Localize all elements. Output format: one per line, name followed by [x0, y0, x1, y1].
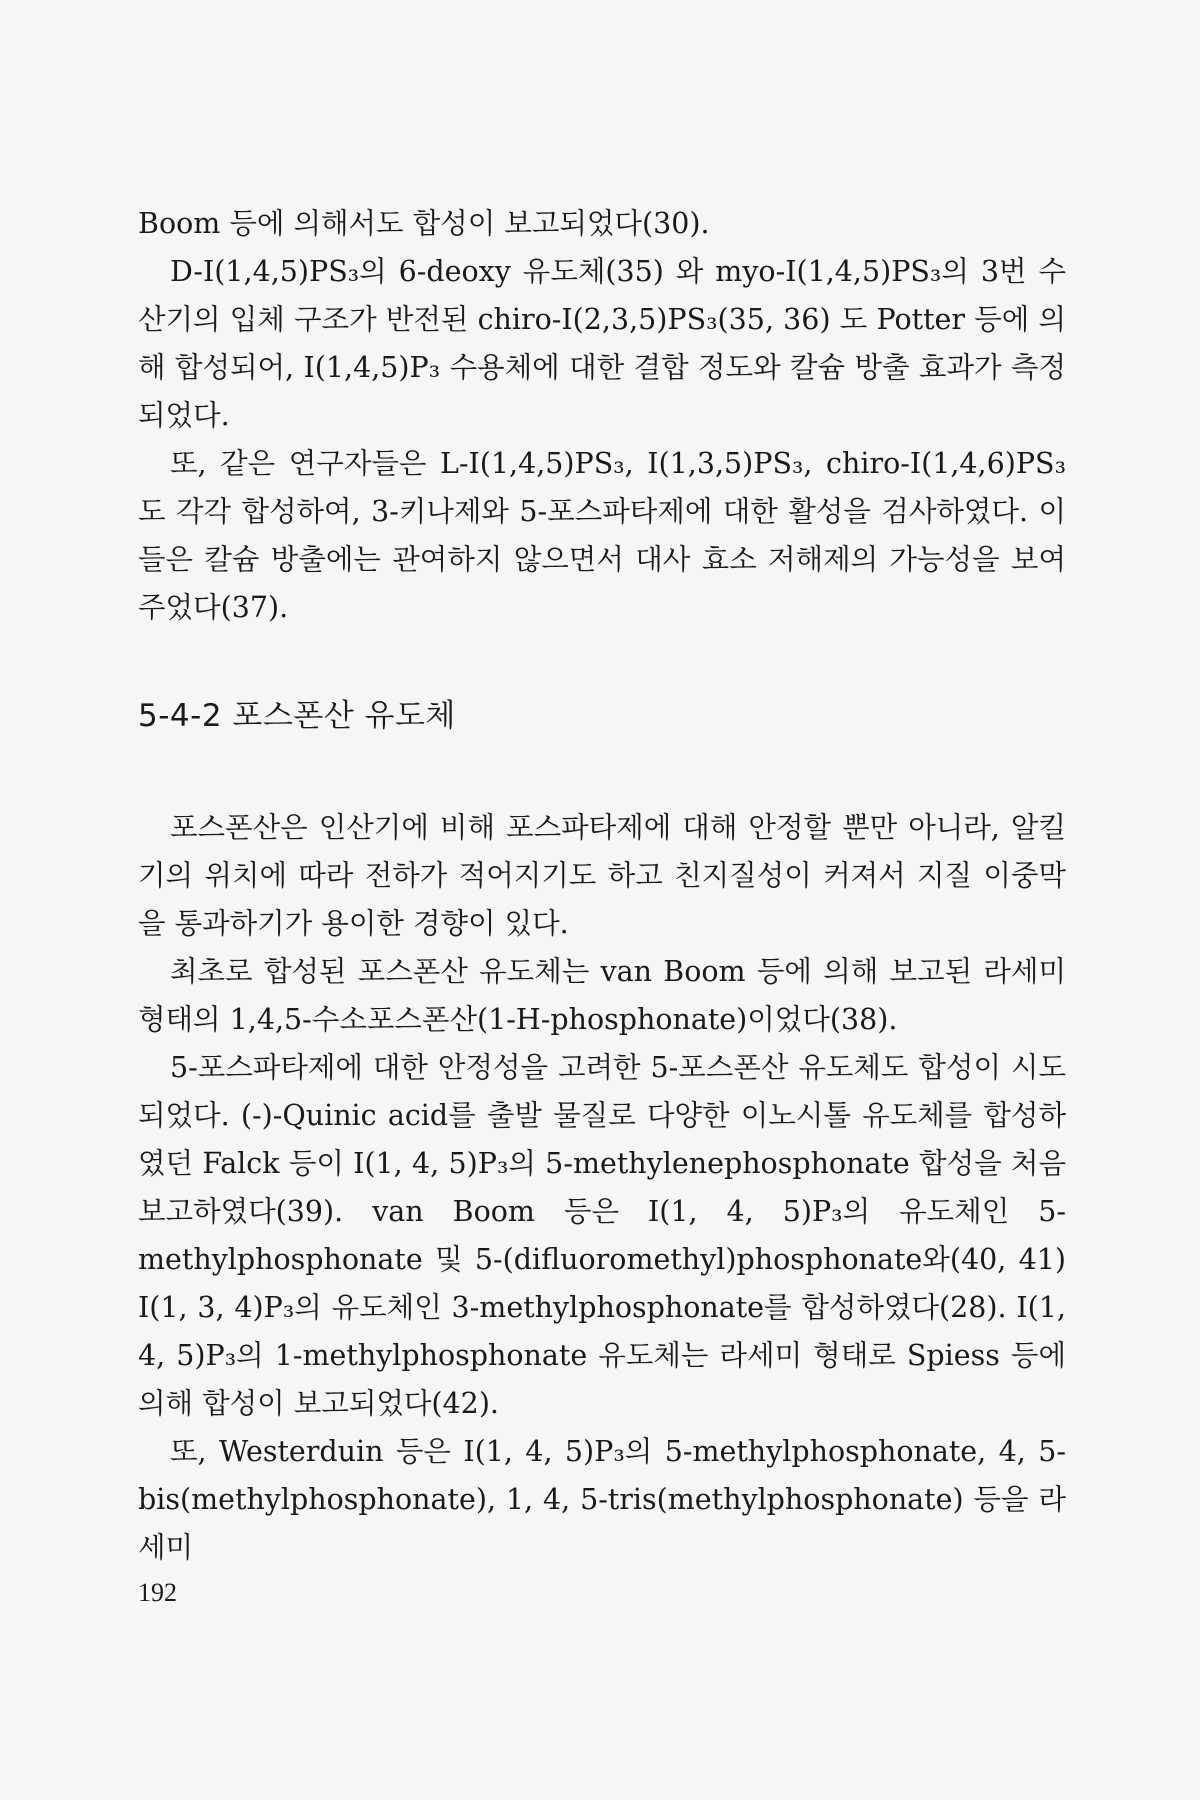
paragraph-phosphonic-acid-intro: 포스폰산은 인산기에 비해 포스파타제에 대해 안정할 뿐만 아니라, 알킬기의 위치에 따라 전하가 적어지기도 하고 친지질성이 커져서 지질 이중막을 통과하기가 용이한 경향이 있다.	[138, 811, 1066, 940]
body-text	[138, 200, 1066, 1572]
paragraph-deoxy-derivatives: D-I(1,4,5)PS₃의 6-deoxy 유도체(35) 와 myo-I(1,4,5)PS₃의 3번 수산기의 입체 구조가 반전된 chiro-I(2,3,5)PS₃(35, 36) 도 Potter 등에 의해 합성되어, I(1,4,5)P₃ 수용체에 대한 결합 정도와 칼슘 방출 효과가 측정되었다.	[138, 255, 1066, 432]
section-heading: 5-4-2 포스폰산 유도체	[138, 698, 456, 734]
paragraph-same-researchers: 또, 같은 연구자들은 L-I(1,4,5)PS₃, I(1,3,5)PS₃, chiro-I(1,4,6)PS₃ 도 각각 합성하여, 3-키나제와 5-포스파타제에 대한 활성을 검사하였다. 이들은 칼슘 방출에는 관여하지 않으면서 대사 효소 저해제의 가능성을 보여주었다(37).	[138, 447, 1066, 624]
paragraph-first-synthesized: 최초로 합성된 포스폰산 유도체는 van Boom 등에 의해 보고된 라세미 형태의 1,4,5-수소포스폰산(1-H-phosphonate)이었다(38).	[138, 955, 1066, 1036]
paragraph-5-phosphonate: 5-포스파타제에 대한 안정성을 고려한 5-포스폰산 유도체도 합성이 시도되었다. (-)-Quinic acid를 출발 물질로 다양한 이노시톨 유도체를 합성하였던 Falck 등이 I(1, 4, 5)P₃의 5-methylenephosphonate 합성을 처음 보고하였다(39). van Boom 등은 I(1, 4, 5)P₃의 유도체인 5-methylphosphonate 및 5-(difluoromethyl)phosphonate와(40, 41) I(1, 3, 4)P₃의 유도체인 3-methylphosphonate를 합성하였다(28). I(1, 4, 5)P₃의 1-methylphosphonate 유도체는 라세미 형태로 Spiess 등에 의해 합성이 보고되었다(42).	[138, 1051, 1066, 1420]
paragraph-continuation: Boom 등에 의해서도 합성이 보고되었다(30).	[138, 207, 710, 240]
paragraph-westerduin: 또, Westerduin 등은 I(1, 4, 5)P₃의 5-methylphosphonate, 4, 5-bis(methylphosphonate), 1, 4, 5-tris(methylphosphonate) 등을 라세미	[138, 1435, 1066, 1564]
page-number: 192	[138, 1578, 177, 1607]
